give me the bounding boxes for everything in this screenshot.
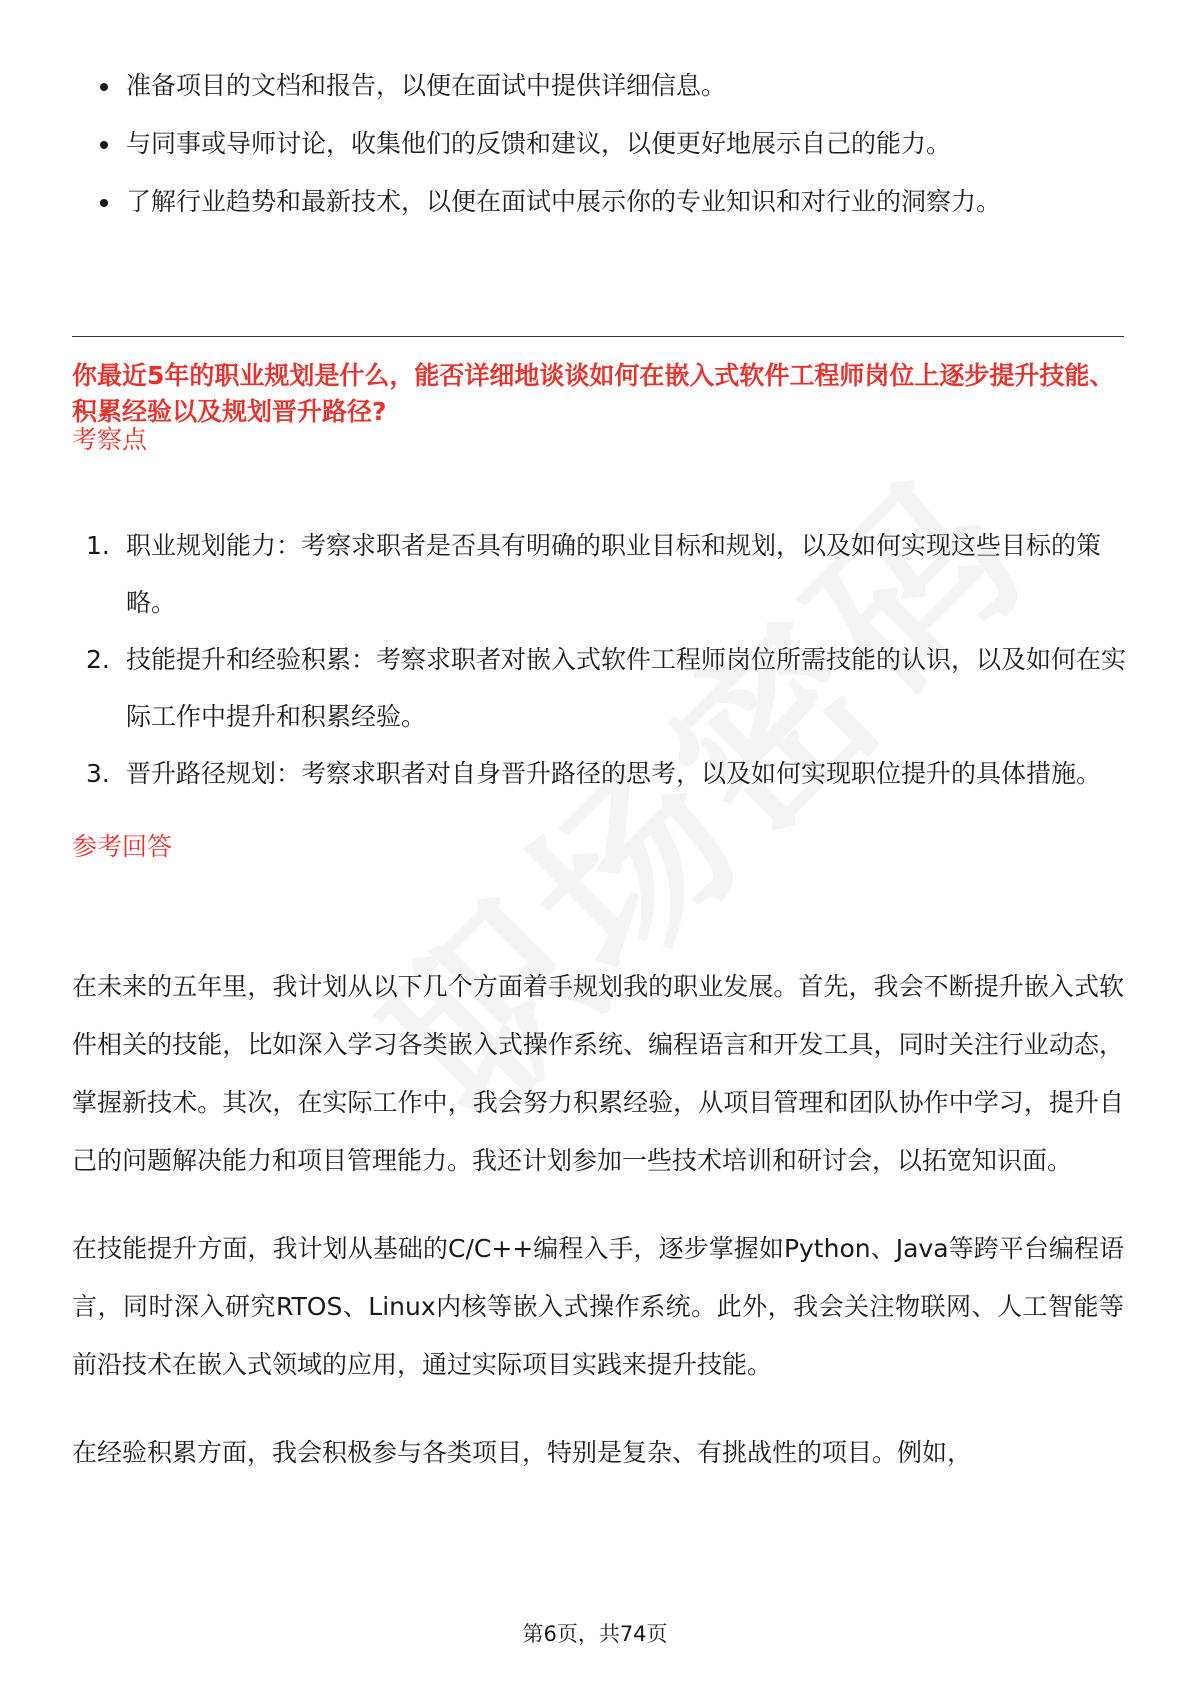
item-text: 职业规划能力：考察求职者是否具有明确的职业目标和规划，以及如何实现这些目标的策略。 xyxy=(126,531,1102,617)
answer-body xyxy=(72,958,1124,1512)
bullet-list xyxy=(72,57,1122,231)
item-number: 2. xyxy=(86,645,110,674)
list-item: 了解行业趋势和最新技术，以便在面试中展示你的专业知识和对行业的洞察力。 xyxy=(72,173,1122,231)
paragraph: 在技能提升方面，我计划从基础的C/C++编程入手，逐步掌握如Python、Java等跨平台编程语言，同时深入研究RTOS、Linux内核等嵌入式操作系统。此外，我会关注物联网、人工智能等前沿技术在嵌入式领域的应用，通过实际项目实践来提升技能。 xyxy=(72,1234,1124,1379)
list-item: 准备项目的文档和报告，以便在面试中提供详细信息。 xyxy=(72,57,1122,115)
item-number: 1. xyxy=(86,531,110,560)
item-text: 晋升路径规划：考察求职者对自身晋升路径的思考，以及如何实现职位提升的具体措施。 xyxy=(126,759,1102,788)
paragraph: 在未来的五年里，我计划从以下几个方面着手规划我的职业发展。首先，我会不断提升嵌入式软件相关的技能，比如深入学习各类嵌入式操作系统、编程语言和开发工具，同时关注行业动态，掌握新技术。其次，在实际工作中，我会努力积累经验，从项目管理和团队协作中学习，提升自己的问题解决能力和项目管理能力。我还计划参加一些技术培训和研讨会，以拓宽知识面。 xyxy=(72,972,1124,1175)
section-title-points: 考察点 xyxy=(72,425,148,454)
list-item: 与同事或导师讨论，收集他们的反馈和建议，以便更好地展示自己的能力。 xyxy=(72,115,1122,173)
paragraph: 在经验积累方面，我会积极参与各类项目，特别是复杂、有挑战性的项目。例如， xyxy=(72,1438,973,1467)
item-number: 3. xyxy=(86,759,110,788)
list-item xyxy=(72,745,1132,802)
question-heading: 你最近5年的职业规划是什么，能否详细地谈谈如何在嵌入式软件工程师岗位上逐步提升技能、积累经验以及规划晋升路径? xyxy=(72,361,1115,426)
list-item xyxy=(72,631,1132,745)
page-footer: 第6页，共74页 xyxy=(522,1622,668,1646)
section-title-answer: 参考回答 xyxy=(72,832,173,861)
divider xyxy=(72,336,1124,337)
points-list xyxy=(72,517,1132,802)
item-text: 技能提升和经验积累：考察求职者对嵌入式软件工程师岗位所需技能的认识，以及如何在实际工作中提升和积累经验。 xyxy=(126,645,1127,731)
list-item xyxy=(72,517,1132,631)
